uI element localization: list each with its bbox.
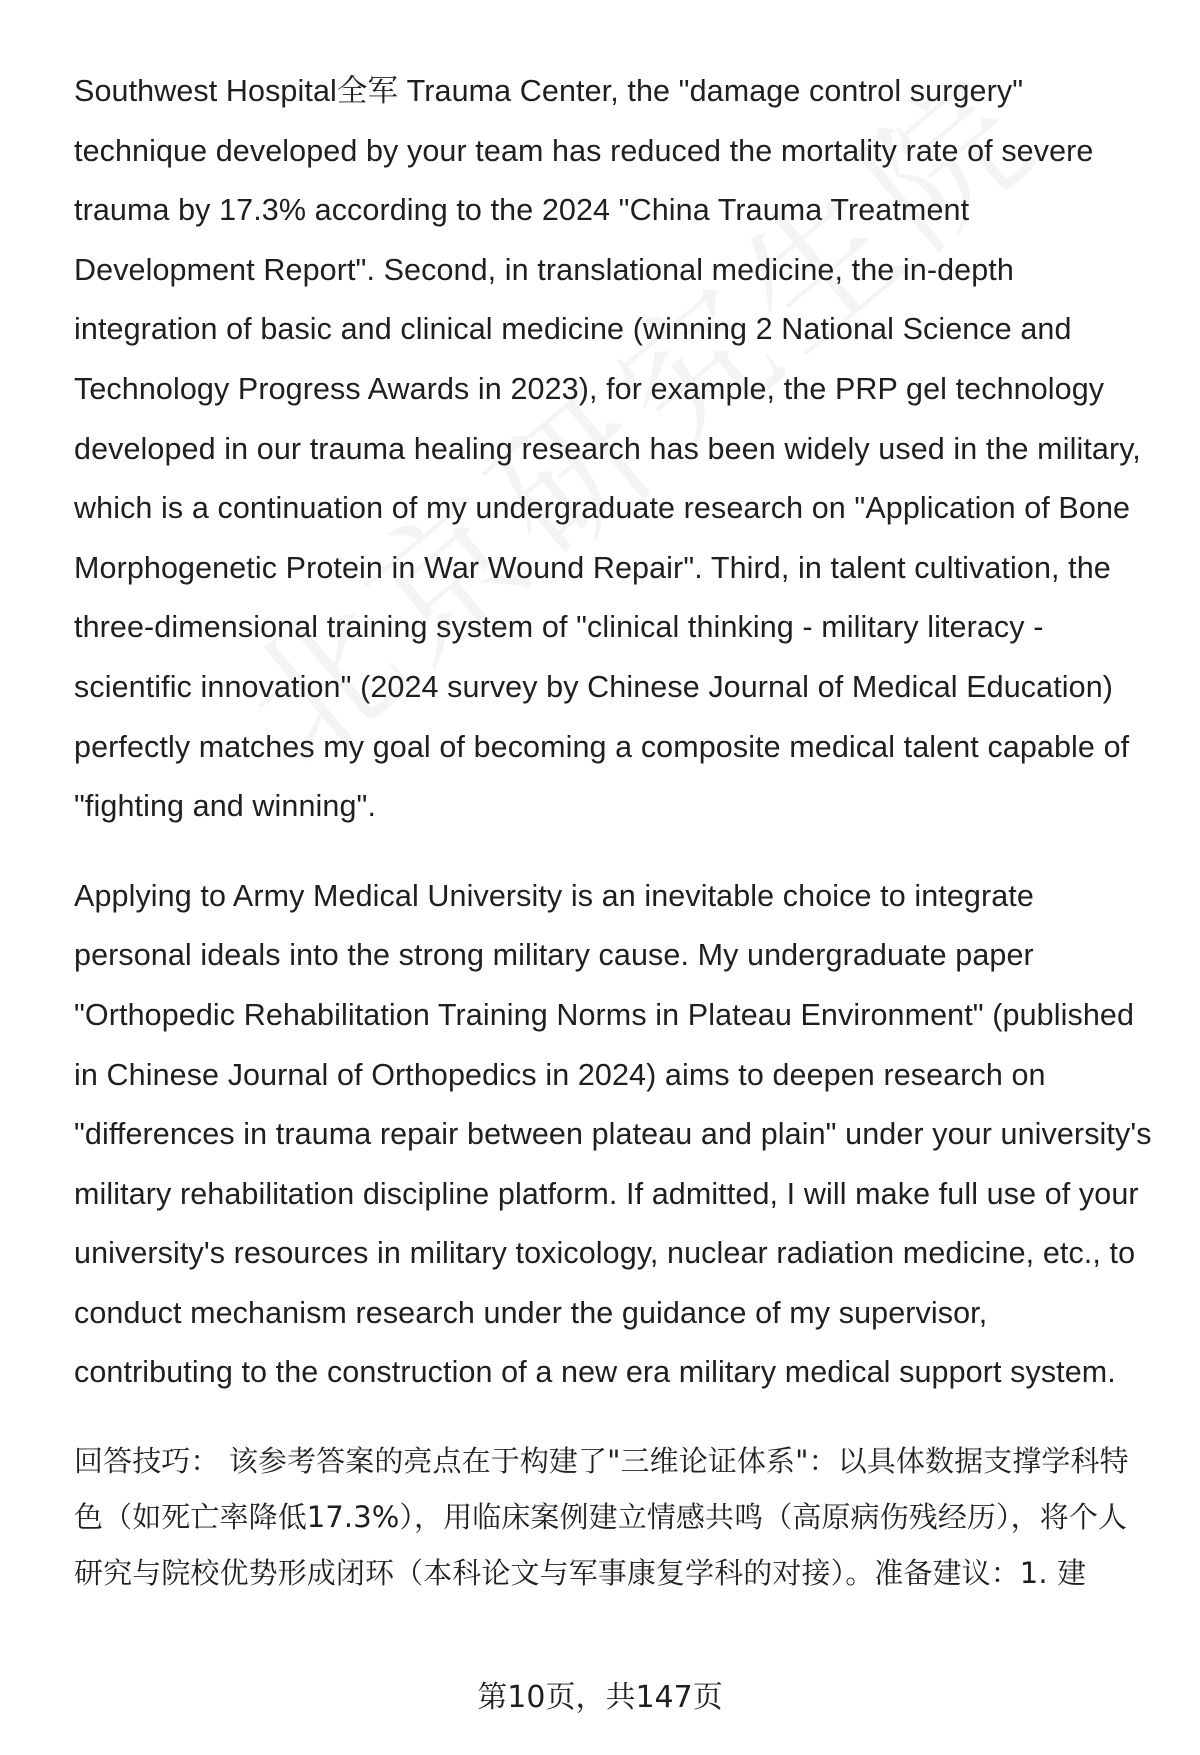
page-number: 第10页，共147页	[477, 1680, 723, 1715]
document-body	[74, 62, 1154, 1601]
paragraph-application: Applying to Army Medical University is an inevitable choice to integrate personal ideals into the strong military cause. My undergraduate paper "Orthopedic Rehabilitation Training Norms in Plateau Environment" (published in Chinese Journal of Orthopedics in 2024) aims to deepen research on "differences in trauma repair between plateau and plain" under your university's military rehabilitation discipline platform. If admitted, I will make full use of your university's resources in military toxicology, nuclear radiation medicine, etc., to conduct mechanism research under the guidance of my supervisor, contributing to the construction of a new era military medical support system.	[74, 878, 1152, 1390]
paragraph-motivation: Southwest Hospital全军 Trauma Center, the "damage control surgery" technique developed by your team has reduced the mortality rate of severe trauma by 17.3% according to the 2024 "China Trauma Treatment Development Report". Second, in translational medicine, the in-depth integration of basic and clinical medicine (winning 2 National Science and Technology Progress Awards in 2023), for example, the PRP gel technology developed in our trauma healing research has been widely used in the military, which is a continuation of my undergraduate research on "Application of Bone Morphogenetic Protein in War Wound Repair". Third, in talent cultivation, the three-dimensional training system of "clinical thinking - military literacy - scientific innovation" (2024 survey by Chinese Journal of Medical Education) perfectly matches my goal of becoming a composite medical talent capable of "fighting and winning".	[74, 74, 1141, 824]
paragraph-answer-tips: 回答技巧： 该参考答案的亮点在于构建了"三维论证体系"：以具体数据支撑学科特色（如死亡率降低17.3%），用临床案例建立情感共鸣（高原病伤残经历），将个人研究与院校优势形成闭环（本科论文与军事康复学科的对接）。准备建议：1. 建	[74, 1444, 1129, 1591]
